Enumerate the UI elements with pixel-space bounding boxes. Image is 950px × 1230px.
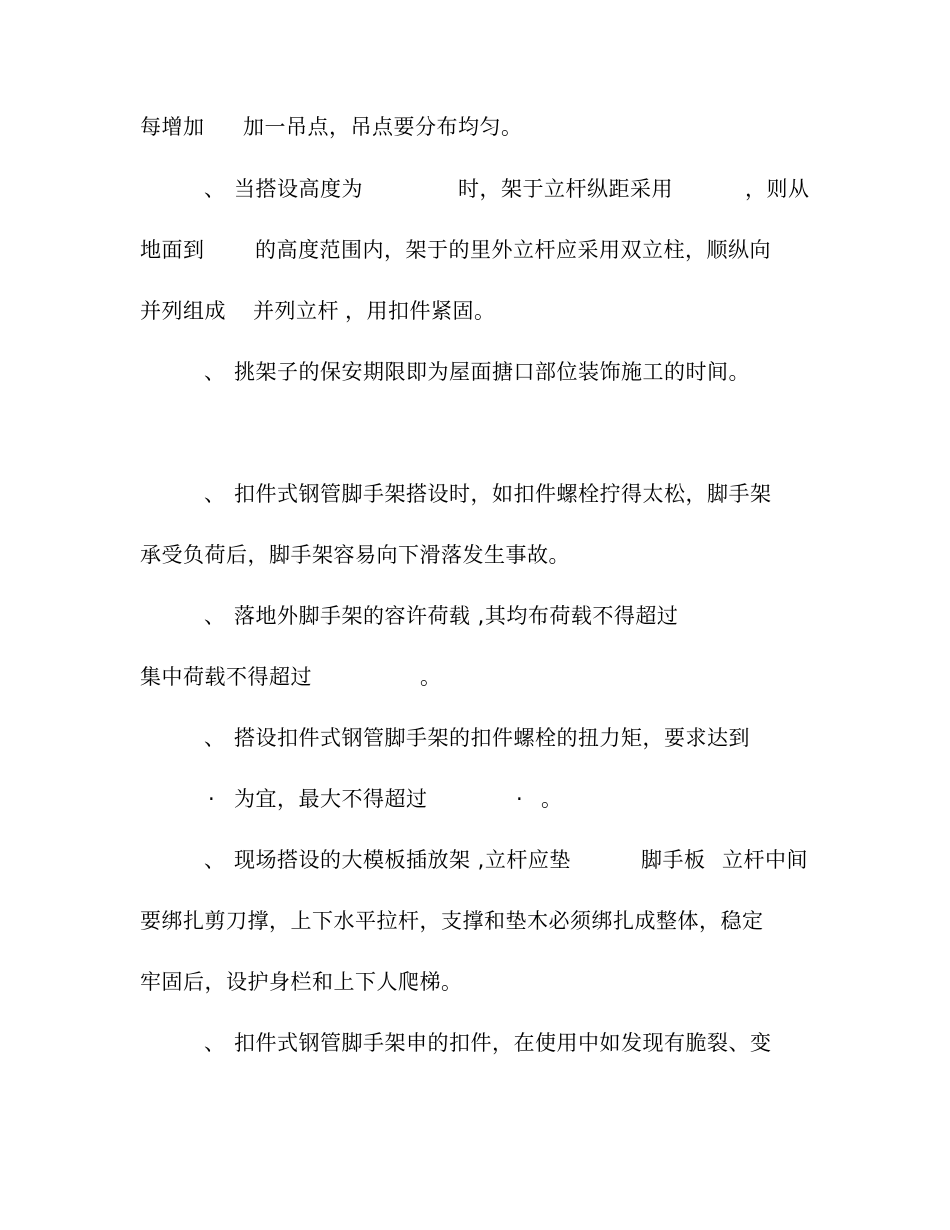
text-segment: 并列组成 — [140, 299, 226, 323]
list-marker: 、 — [204, 482, 226, 506]
text-segment: 。 — [420, 665, 442, 689]
list-marker: 、 — [204, 848, 226, 872]
text-segment: 的高度范围内，架于的里外立杆应采用双立柱，顺纵向 — [255, 238, 771, 262]
text-segment: 现场搭设的大模板插放架 ,立杆应垫 — [234, 848, 571, 872]
text-segment: 地面到 — [140, 238, 205, 262]
text-segment: 落地外脚手架的容许荷载 ,其均布荷载不得超过 — [234, 604, 679, 628]
list-marker: 、 — [204, 1031, 226, 1055]
text-segment: 扣件式钢管脚手架申的扣件，在使用中如发现有脆裂、变 — [234, 1031, 772, 1055]
text-segment: ，用扣件紧固。 — [345, 299, 496, 323]
text-segment: 扣件式钢管脚手架搭设时，如扣件螺栓拧得太松，脚手架 — [234, 482, 772, 506]
text-segment: 时，架于立杆纵距采用 — [458, 177, 673, 201]
text-segment: 脚手板 — [641, 848, 706, 872]
text-segment: 集中荷载不得超过 — [140, 665, 312, 689]
text-segment: 搭设扣件式钢管脚手架的扣件螺栓的扭力矩，要求达到 — [234, 726, 750, 750]
list-marker: 、 — [204, 177, 226, 201]
text-segment: 。 — [541, 787, 563, 811]
text-segment: 加一吊点，吊点要分布均匀。 — [243, 115, 523, 139]
list-marker: 、 — [204, 604, 226, 628]
text-segment: 并列立杆 — [253, 299, 339, 323]
list-marker: 、 — [204, 360, 226, 384]
text-segment: · — [516, 787, 524, 811]
text-segment: 要绑扎剪刀撑，上下水平拉杆，支撑和垫木必须绑扎成整体，稳定 — [140, 909, 764, 933]
text-segment: 立杆中间 — [722, 848, 808, 872]
text-segment: ，则从 — [745, 177, 810, 201]
text-segment: 为宜，最大不得超过 — [234, 787, 428, 811]
text-segment: 牢固后，设护身栏和上下人爬梯。 — [140, 970, 463, 994]
text-segment: · — [208, 787, 216, 811]
text-segment: 当搭设高度为 — [234, 177, 363, 201]
text-segment: 挑架子的保安期限即为屋面搪口部位装饰施工的时间。 — [234, 360, 750, 384]
list-marker: 、 — [204, 726, 226, 750]
text-segment: 每增加 — [140, 115, 205, 139]
text-segment: 承受负荷后，脚手架容易向下滑落发生事故。 — [140, 543, 570, 567]
